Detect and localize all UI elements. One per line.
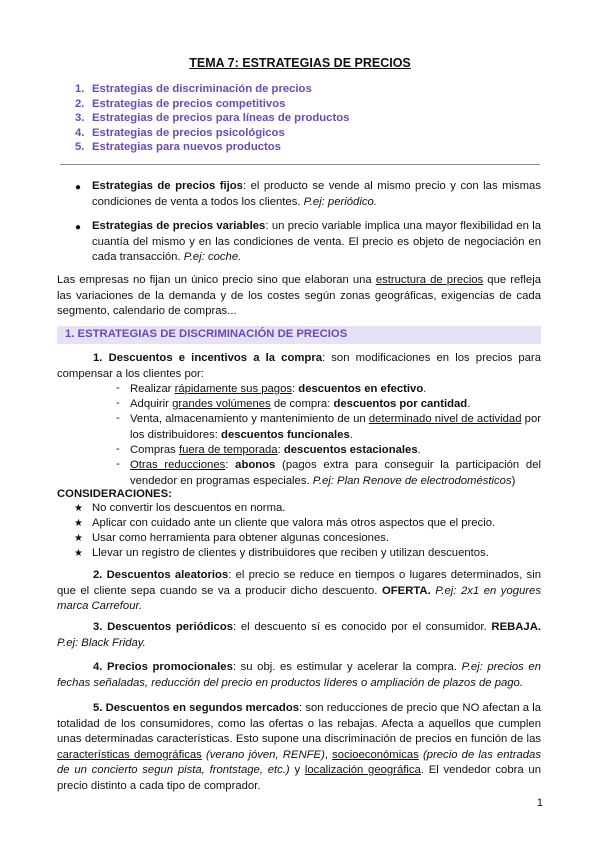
underlined-term: rápidamente sus pagos — [174, 383, 293, 395]
dash-marker: - — [116, 458, 120, 470]
text: : el descuento sí es conocido por el consumidor. — [233, 621, 492, 633]
consideration-item: No convertir los descuentos en norma. — [92, 502, 286, 514]
bold-term: descuentos estacionales — [283, 444, 418, 456]
underlined-term: Otras reducciones — [130, 459, 226, 471]
list-item — [130, 412, 541, 443]
toc-number: 5. — [75, 141, 85, 153]
term: Estrategias de precios fijos — [92, 180, 243, 192]
text: Venta, almacenamiento y mantenimiento de un — [130, 413, 369, 425]
text: . El vendedor cobra un precio distinto a cada tipo de comprador. — [57, 764, 541, 792]
text: : el precio se reduce en tiempos o lugares determinados, sin que el cliente sepa cuando se va a producir dicho descuento. — [57, 569, 541, 597]
underlined-term: localización geográfica — [304, 764, 421, 776]
text: de compra: — [270, 398, 334, 410]
consideration-item: Llevar un registro de clientes y distribuidores que reciben y utilizan descuentos. — [92, 547, 489, 559]
text: que refleja las variaciones de la demanda y de los costes según zonas geográficas, exigencias de cada segmento, calendario de compras... — [57, 274, 541, 317]
text: y — [289, 764, 305, 776]
list-item — [130, 458, 541, 489]
text: : su obj. es estimular y acelerar la compra. — [232, 661, 462, 673]
bullet-dot-icon: ● — [75, 182, 82, 193]
text: : son modificaciones en los precios para compensar a los clientes por: — [57, 352, 541, 380]
toc-label: Estrategias de precios competitivos — [92, 97, 286, 110]
star-icon: ★ — [74, 503, 83, 514]
considerations-label: CONSIDERACIONES: — [57, 488, 172, 500]
toc-number: 2. — [75, 97, 85, 110]
text: . — [423, 383, 427, 395]
text: : el producto se vende al mismo precio y con las mismas condiciones de venta a todos los clientes. — [92, 180, 541, 208]
consideration-item: Usar como herramienta para obtener algunas concesiones. — [92, 532, 390, 544]
paragraph-descuentos-aleatorios — [57, 568, 541, 615]
text: Compras — [130, 444, 179, 456]
underlined-term: grandes volúmenes — [172, 398, 271, 410]
term: 4. Precios promocionales — [93, 661, 233, 673]
term: 5. Descuentos en segundos mercados — [93, 702, 300, 714]
underlined-term: fuera de temporada — [178, 444, 278, 456]
toc-number: 3. — [75, 112, 85, 124]
intro-paragraph — [57, 273, 541, 320]
underlined-term: estructura de precios — [375, 274, 484, 286]
horizontal-divider — [60, 164, 540, 165]
term: 2. Descuentos aleatorios — [93, 569, 229, 581]
text: . — [417, 444, 421, 456]
text: . — [467, 398, 471, 410]
list-item — [130, 397, 541, 413]
text: : un precio variable implica una mayor flexibilidad en la cuantía del mismo y en las condiciones de venta. El precio es objeto de negociación en cada transacción. — [92, 220, 542, 263]
term: 3. Descuentos periódicos — [93, 621, 233, 633]
text: . — [349, 428, 353, 441]
dash-marker: - — [116, 443, 120, 455]
example: P.ej: Plan Renove de electrodomésticos — [312, 474, 512, 487]
text: Realizar — [130, 383, 175, 395]
text: Adquirir — [130, 398, 173, 410]
underlined-term: determinado nivel de actividad — [368, 413, 522, 425]
underlined-term: socioeconómicas — [332, 748, 419, 761]
toc-label: Estrategias de precios para líneas de productos — [92, 112, 350, 124]
bold-term: descuentos en efectivo — [298, 383, 424, 395]
text: : — [292, 383, 299, 395]
toc-item — [75, 140, 349, 155]
toc-label: Estrategias de precios psicológicos — [92, 126, 285, 139]
paragraph-precios-promocionales — [57, 660, 541, 691]
list-item — [130, 382, 541, 398]
consideration-item: Aplicar con cuidado ante un cliente que valora más otros aspectos que el precio. — [92, 517, 496, 529]
example: P.ej: periódico. — [303, 195, 377, 208]
term: 1. Descuentos e incentivos a la compra — [93, 352, 322, 364]
text: Las empresas no fijan un único precio sino que elaboran una — [57, 274, 376, 286]
dash-marker: - — [116, 412, 120, 424]
list-item — [130, 443, 541, 459]
toc-number: 4. — [75, 126, 85, 139]
toc-label: Estrategias para nuevos productos — [92, 141, 281, 153]
section-heading — [57, 326, 541, 344]
section-heading-text: 1. ESTRATEGIAS DE DISCRIMINACIÓN DE PRECIOS — [65, 328, 348, 340]
paragraph-segundos-mercados — [57, 701, 541, 794]
bullet-precios-variables — [92, 219, 541, 266]
example: P.ej: precios en fechas señaladas, reducción del precio en productos líderes o ampliación de plazos de pago. — [57, 661, 541, 689]
paragraph-descuentos-incentivos — [57, 351, 541, 382]
text: : son reducciones de precio que NO afectan a la totalidad de los consumidores, como las ofertas o las rebajas. Afecta a aquellos que cumplen unas determinadas características. Esto supone una discriminación de precios en función de las — [57, 702, 541, 745]
toc-item — [75, 97, 349, 112]
dash-marker: - — [116, 382, 120, 394]
toc-number: 1. — [75, 83, 85, 95]
example: P.ej: coche. — [183, 251, 242, 263]
text: : — [225, 459, 236, 471]
text: , — [324, 748, 333, 761]
toc-item — [75, 111, 349, 126]
bold-term: descuentos funcionales — [221, 428, 350, 441]
text: ) — [511, 474, 516, 487]
term: Estrategias de precios variables — [92, 220, 266, 232]
star-icon: ★ — [74, 518, 83, 529]
text: (pagos extra para conseguir la participación del vendedor en programas especiales. — [130, 459, 542, 487]
toc-item — [75, 126, 349, 141]
bold-term: abonos — [235, 459, 276, 471]
example: P.ej: Black Friday. — [57, 636, 146, 649]
table-of-contents — [75, 82, 349, 155]
bullet-dot-icon: ● — [75, 222, 82, 233]
page-number: 1 — [536, 797, 543, 809]
paragraph-descuentos-periodicos — [57, 620, 541, 651]
page-title: TEMA 7: ESTRATEGIAS DE PRECIOS — [189, 56, 411, 70]
star-icon: ★ — [74, 548, 83, 559]
text: por los distribuidores: — [130, 413, 541, 441]
text: : — [277, 444, 284, 456]
star-icon: ★ — [74, 533, 83, 544]
bold-term: descuentos por cantidad — [333, 398, 468, 410]
bold-term: OFERTA. — [381, 584, 431, 597]
toc-item — [75, 82, 349, 97]
example: P.ej: 2x1 en yogures marca Carrefour. — [57, 584, 541, 612]
bold-term: REBAJA. — [491, 621, 541, 633]
toc-label: Estrategias de discriminación de precios — [92, 83, 312, 95]
bullet-precios-fijos — [92, 179, 541, 210]
dash-marker: - — [116, 397, 120, 409]
example: (precio de las entradas de un concierto segun pista, frontstage, etc.) — [57, 748, 541, 776]
underlined-term: características demográficas — [57, 748, 202, 761]
example: (verano jóven, RENFE) — [201, 748, 325, 761]
